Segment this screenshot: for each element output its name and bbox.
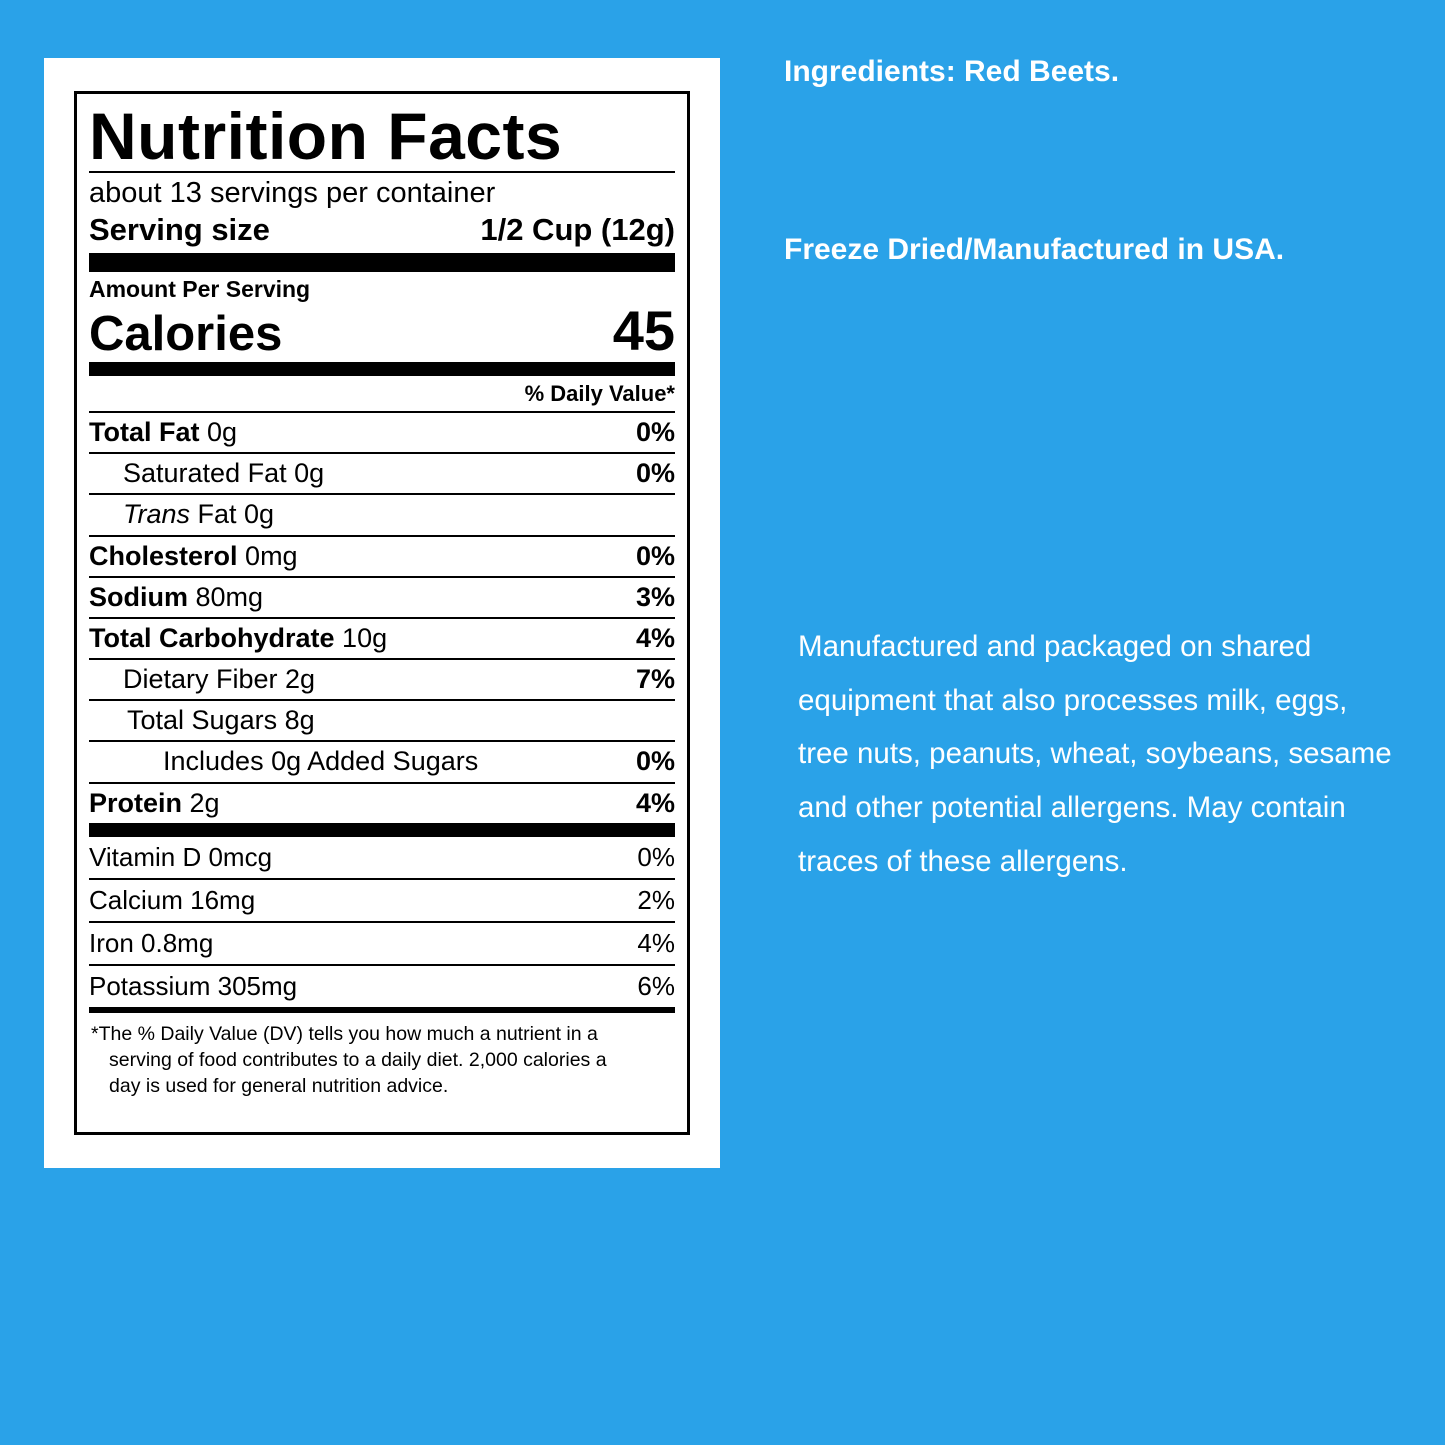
potassium-dv: 6% (637, 970, 675, 1001)
vitamin-d-dv: 0% (637, 841, 675, 872)
trans-fat-amount: Fat 0g (197, 499, 275, 530)
footnote-line-1: *The % Daily Value (DV) tells you how much a nutrient in a (91, 1022, 598, 1045)
iron-label: Iron 0.8mg (89, 927, 214, 958)
footnote-line-2: serving of food contributes to a daily diet. 2,000 calories a (109, 1048, 607, 1071)
servings-per-container: about 13 servings per container (89, 176, 496, 209)
nutrition-facts-panel (44, 58, 720, 1168)
total-fat-amount: 0g (207, 417, 238, 448)
saturated-fat-dv: 0% (635, 458, 675, 489)
trans-fat-italic-label: Trans (123, 499, 191, 530)
nutrient-row-total-sugars (89, 699, 675, 740)
side-text-column (784, 52, 1404, 271)
nutrient-row-saturated-fat (89, 452, 675, 493)
calcium-label: Calcium 16mg (89, 884, 256, 915)
added-sugars-dv: 0% (635, 746, 675, 777)
total-carbohydrate-label: Total Carbohydrate (89, 622, 335, 653)
daily-value-footnote (89, 1013, 675, 1100)
nutrient-row-trans-fat (89, 493, 675, 534)
divider-thick-top (89, 253, 675, 272)
vitamin-row-calcium (89, 878, 675, 921)
nutrient-row-cholesterol (89, 535, 675, 576)
divider-above-vitamins (89, 823, 675, 837)
dietary-fiber-dv: 7% (635, 664, 675, 695)
added-sugars-label: Includes 0g Added Sugars (163, 746, 479, 777)
dietary-fiber-label: Dietary Fiber 2g (123, 664, 316, 695)
vitamin-row-potassium (89, 964, 675, 1007)
total-fat-label: Total Fat (89, 417, 200, 448)
vitamin-row-iron (89, 921, 675, 964)
iron-dv: 4% (637, 927, 675, 958)
protein-label: Protein (89, 787, 183, 818)
calories-value: 45 (612, 299, 675, 363)
nutrient-row-total-fat (89, 411, 675, 452)
nutrition-facts-title: Nutrition Facts (89, 99, 563, 173)
divider-under-calories (89, 362, 675, 376)
nutrient-row-total-carbohydrate (89, 617, 675, 658)
serving-size-label: Serving size (89, 212, 270, 248)
serving-size-value: 1/2 Cup (12g) (480, 212, 675, 248)
total-sugars-label: Total Sugars 8g (127, 705, 315, 736)
origin-text: Freeze Dried/Manufactured in USA. (784, 232, 1285, 266)
total-carbohydrate-dv: 4% (635, 622, 675, 653)
footnote-line-3: day is used for general nutrition advice. (109, 1074, 449, 1097)
protein-amount: 2g (189, 787, 220, 818)
calcium-dv: 2% (637, 884, 675, 915)
sodium-label: Sodium (89, 581, 188, 612)
amount-per-serving-label: Amount Per Serving (89, 276, 311, 303)
calories-row (89, 299, 675, 363)
daily-value-header: % Daily Value* (524, 381, 675, 407)
cholesterol-label: Cholesterol (89, 540, 238, 571)
total-fat-dv: 0% (635, 417, 675, 448)
nutrition-facts-border (74, 91, 690, 1135)
serving-size-row (89, 211, 675, 253)
saturated-fat-label: Saturated Fat 0g (123, 458, 325, 489)
cholesterol-amount: 0mg (245, 540, 298, 571)
total-carbohydrate-amount: 10g (342, 622, 388, 653)
protein-dv: 4% (635, 787, 675, 818)
nutrient-row-sodium (89, 576, 675, 617)
ingredients-text: Ingredients: Red Beets. (784, 55, 1120, 88)
calories-label: Calories (89, 307, 283, 362)
sodium-amount: 80mg (195, 581, 264, 612)
nutrient-row-dietary-fiber (89, 658, 675, 699)
cholesterol-dv: 0% (635, 540, 675, 571)
vitamin-row-vitamin-d (89, 837, 675, 878)
potassium-label: Potassium 305mg (89, 970, 298, 1001)
sodium-dv: 3% (635, 581, 675, 612)
vitamin-d-label: Vitamin D 0mcg (89, 841, 273, 872)
nutrient-row-protein (89, 782, 675, 823)
allergen-statement: Manufactured and packaged on shared equipment that also processes milk, eggs, tree nuts, peanuts, wheat, soybeans, sesame and other potential allergens. May contain traces of these allergens. (798, 630, 1392, 878)
nutrient-row-added-sugars (89, 740, 675, 781)
